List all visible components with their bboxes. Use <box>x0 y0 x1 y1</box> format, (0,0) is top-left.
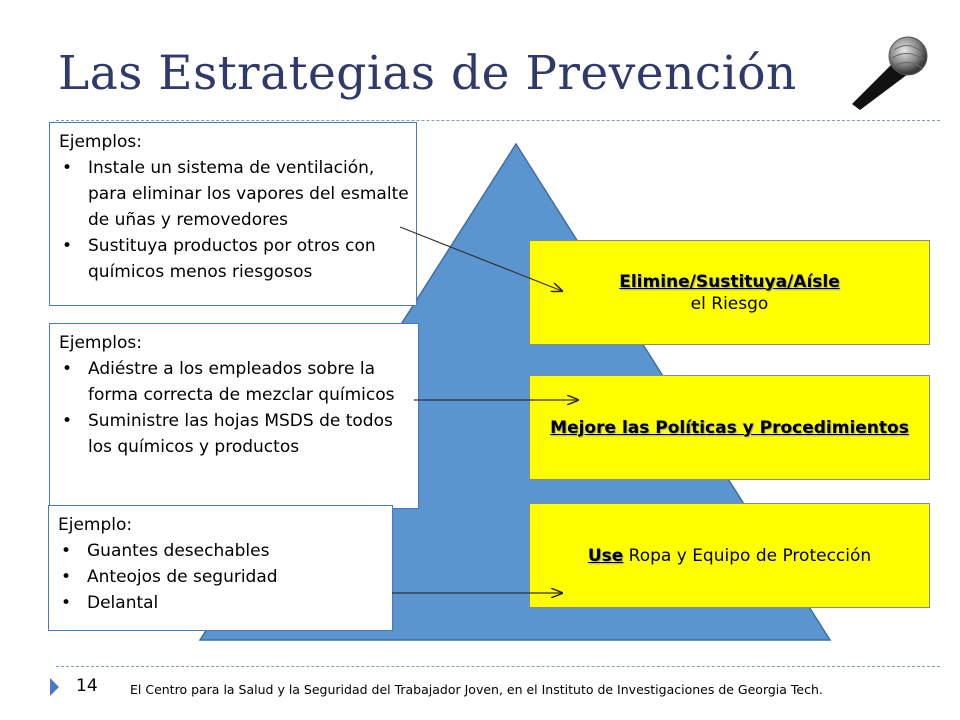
page-number: 14 <box>76 676 98 696</box>
examples-heading: Ejemplos: <box>59 132 142 152</box>
footer-text: El Centro para la Salud y la Seguridad del Trabajador Joven, en el Instituto de Investigaciones de Georgia Tech. <box>130 682 823 697</box>
list-item: • Guantes desechables <box>59 538 392 564</box>
list-item: • Anteojos de seguridad <box>59 564 392 590</box>
strategy-eliminate-subtitle: el Riesgo <box>690 293 769 314</box>
list-item: • Adiéstre a los empleados sobre la forma correcta de mezclar químicos <box>60 356 418 408</box>
examples-heading: Ejemplos: <box>59 333 142 353</box>
strategy-eliminate-title: Elimine/Sustituya/Aísle <box>619 271 840 292</box>
strategy-protection-use: Use <box>587 545 624 566</box>
strategy-protection-text: Ropa y Equipo de Protección <box>623 545 872 566</box>
list-item: • Instale un sistema de ventilación, para eliminar los vapores del esmalte de uñas y removedores <box>60 155 416 233</box>
strategy-policies-title: Mejore las Políticas y Procedimientos <box>550 417 909 438</box>
slide-title: Las Estrategias de Prevención <box>58 46 797 101</box>
bottom-divider <box>56 666 940 667</box>
list-item: • Sustituya productos por otros con químicos menos riesgosos <box>60 233 416 285</box>
list-item: • Delantal <box>59 590 392 616</box>
footer-triangle-icon <box>50 678 59 696</box>
examples-heading: Ejemplo: <box>58 515 133 535</box>
list-item: • Suministre las hojas MSDS de todos los químicos y productos <box>60 408 418 460</box>
